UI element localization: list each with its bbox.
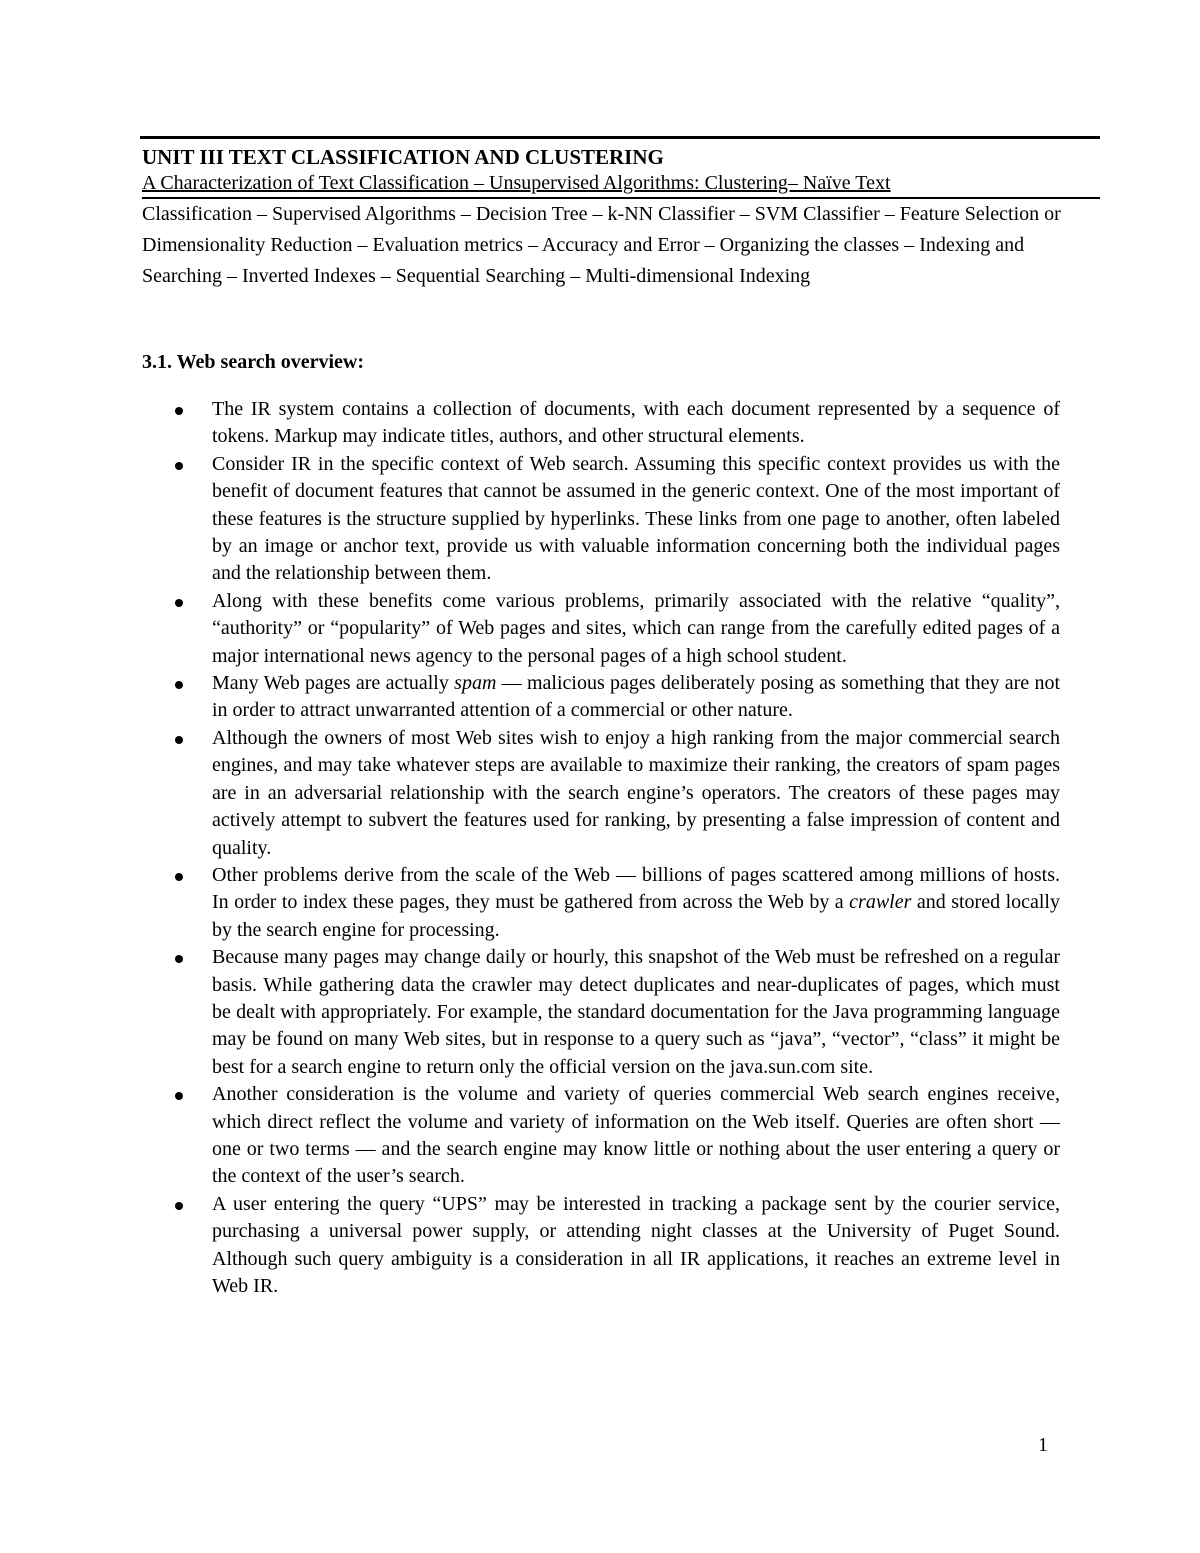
bullet-item (142, 1191, 1060, 1301)
bullet-item (142, 396, 1060, 451)
bullet-text: Although the owners of most Web sites wish to enjoy a high ranking from the major commercial search engines, and may take whatever steps are available to maximize their ranking, the creators of spam pages are in an adversarial relationship with the search engine’s operators. The creators of these pages may actively attempt to subvert the features used for ranking, by presenting a false impression of content and quality. (212, 726, 1060, 859)
bullet-dot-icon (175, 736, 183, 744)
bullet-text: Many Web pages are actually (212, 672, 455, 695)
bullet-dot-icon (175, 1092, 183, 1100)
bullet-item (142, 862, 1060, 944)
syllabus-first-line-text: A Characterization of Text Classification – Unsupervised Algorithms: Clustering– Naïve Text (142, 172, 891, 194)
top-rule (140, 136, 1100, 139)
bullet-text: Other problems derive from the scale of the Web — billions of pages scattered among millions of hosts. In order to index these pages, they must be gathered from across the Web by a (212, 863, 1060, 914)
bullet-text: A user entering the query “UPS” may be interested in tracking a package sent by the courier service, purchasing a universal power supply, or attending night classes at the University of Puget Sound. Although such query ambiguity is a consideration in all IR applications, it reaches an extreme level in Web IR. (212, 1192, 1060, 1297)
bullet-text: — malicious pages deliberately posing as something that they are not in order to attract unwarranted attention of a commercial or other nature. (212, 672, 1061, 722)
bullet-item (142, 588, 1060, 670)
bullet-dot-icon (175, 955, 183, 963)
bullet-item (142, 944, 1060, 1081)
section-heading: 3.1. Web search overview: (142, 351, 365, 373)
bullet-dot-icon (175, 599, 183, 607)
bullet-italic-term: spam (454, 672, 497, 695)
bullet-item (142, 670, 1060, 725)
bullet-item (142, 725, 1060, 862)
page-number: 1 (1038, 1434, 1048, 1456)
bullet-italic-term: crawler (849, 891, 912, 914)
bullet-text: Because many pages may change daily or hourly, this snapshot of the Web must be refreshed on a regular basis. While gathering data the crawler may detect duplicates and near-duplicates of pages, which must be dealt with appropriately. For example, the standard documentation for the Java programming language may be found on many Web sites, but in response to a query such as “java”, “vector”, “class” it might be best for a search engine to return only the official version on the java.sun.com site. (212, 946, 1060, 1078)
bullet-item (142, 1081, 1060, 1191)
bullet-dot-icon (175, 1202, 183, 1210)
bullet-text: Consider IR in the specific context of Web search. Assuming this specific context provides us with the benefit of document features that cannot be assumed in the generic context. One of the most important of these features is the structure supplied by hyperlinks. These links from one page to another, often labeled by an image or anchor text, provide us with valuable information concerning both the individual pages and the relationship between them. (212, 452, 1060, 585)
bullet-item (142, 451, 1060, 588)
unit-title: UNIT III TEXT CLASSIFICATION AND CLUSTERING (142, 145, 664, 169)
bullet-text: and stored locally by the search engine for processing. (212, 891, 1060, 941)
bullet-list (142, 396, 1060, 1300)
bullet-dot-icon (175, 681, 183, 689)
syllabus-first-line (142, 170, 1100, 199)
bullet-dot-icon (175, 462, 183, 470)
bullet-dot-icon (175, 873, 183, 881)
bullet-text: The IR system contains a collection of documents, with each document represented by a sequence of tokens. Markup may indicate titles, authors, and other structural elements. (212, 398, 1060, 448)
bullet-dot-icon (175, 407, 183, 415)
bullet-text: Another consideration is the volume and variety of queries commercial Web search engines receive, which direct reflect the volume and variety of information on the Web itself. Queries are often short — one or two terms — and the search engine may know little or nothing about the user entering a query or the context of the user’s search. (212, 1083, 1060, 1188)
bullet-text: Along with these benefits come various problems, primarily associated with the relative “quality”, “authority” or “popularity” of Web pages and sites, which can range from the carefully edited pages of a major international news agency to the personal pages of a high school student. (212, 589, 1060, 667)
syllabus-text: Classification – Supervised Algorithms – Decision Tree – k-NN Classifier – SVM Classifier – Feature Selection or Dimensionality Reduction – Evaluation metrics – Accuracy and Error – Organizing the classes – Indexing and Searching – Inverted Indexes – Sequential Searching – Multi-dimensional Indexing (142, 203, 1061, 287)
